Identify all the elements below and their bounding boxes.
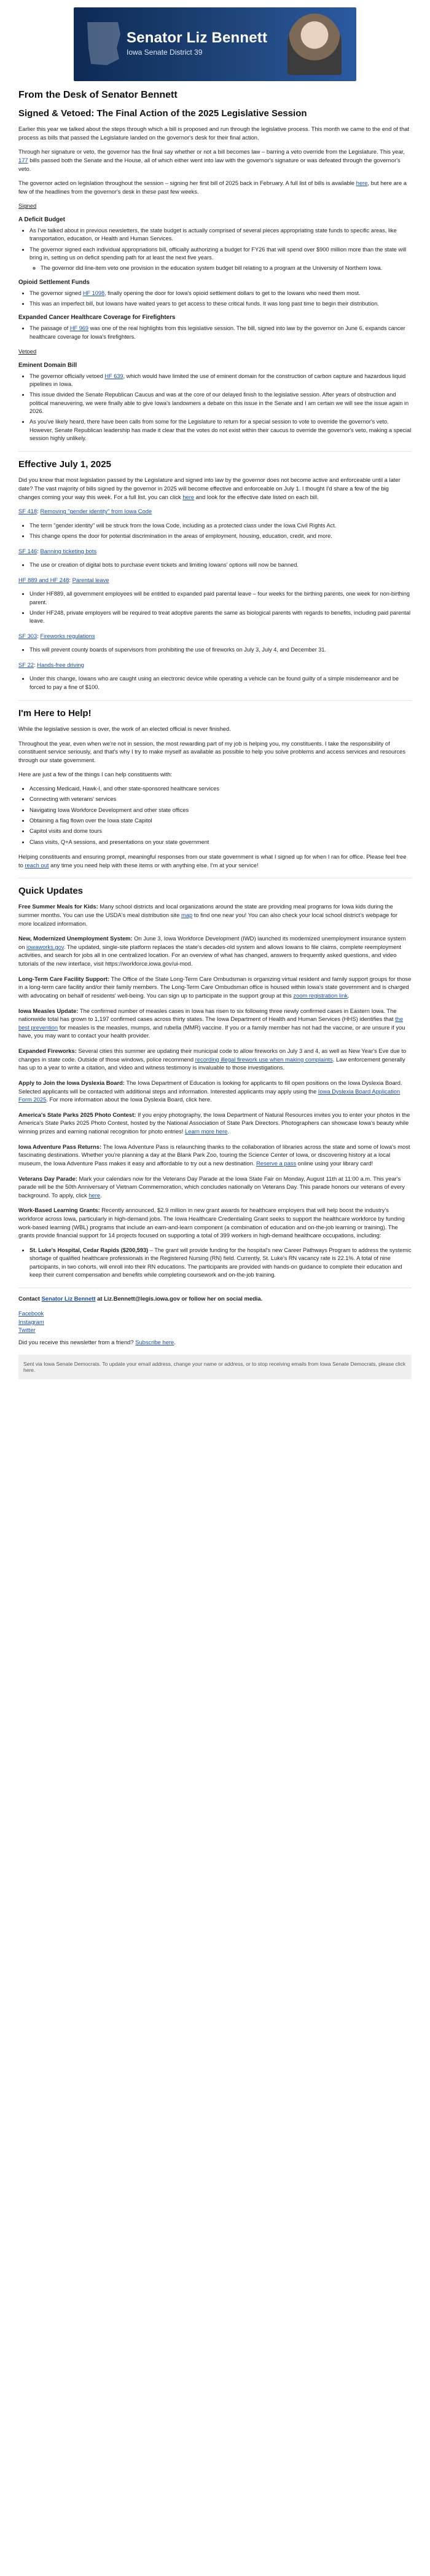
bill-title-link[interactable]: Fireworks regulations [40,632,95,639]
paragraph: The governor acted on legislation throughout the session – signing her first bill of 2025 back in February. A full list of bills is available here, but here are a few of the headlines from the governor's desk in these past few weeks. [18,179,407,195]
list-item: • The term "gender identity" will be struck from the Iowa Code, including as a protected class under the Iowa Civil Rights Act. [29,522,412,530]
quick-update-link[interactable]: map [181,911,193,918]
bill-title-link[interactable]: Hands-free driving [37,661,84,668]
section-title-signed-vetoed: Signed & Vetoed: The Final Action of the 2025 Legislative Session [18,108,307,119]
list-item: • As I've talked about in previous newsletters, the state budget is actually comprised of several pieces appropriating state funds to specific areas, like transportation, education, or Health and Human Services. [29,227,412,243]
signed-label: Signed [18,202,37,210]
section-title-help: I'm Here to Help! [18,707,92,719]
bill-title-link[interactable]: Parental leave [72,576,109,583]
list-item: • The governor signed each individual appropriations bill, officially authorizing a budget for FY26 that will spend over $900 million more than the state will bring in, setting us on deficit spending path for at least the next five years. [29,246,412,262]
list-item: • Navigating Iowa Workforce Development and other state offices [29,806,412,814]
cancer-list [18,325,412,341]
quick-update-lead: Iowa Measles Update: [18,1007,79,1014]
quick-update-item: New, Modernized Unemployment System: On June 3, Iowa Workforce Development (IWD) launched its modernized unemployment insurance system on iowaworks.gov. The updated, single-site platform replaces the state's decades-old system and allows Iowans to file claims, complete reemployment activities, and search for jobs all in one centralized location. For an overview of what has changed, answers to frequently asked questions, and video tutorials of the new interface, visit https://workforce.iowa.gov/ui-mod. [18,935,406,967]
quick-update-lead: New, Modernized Unemployment System: [18,935,133,942]
hf-969-link[interactable]: HF 969 [69,325,89,332]
social-links [18,1309,412,1334]
paragraph: Through her signature or veto, the governor has the final say whether or not a bill becomes law – barring a veto override from the Legislature. This year, 177 bills passed both the Senate and the House, all of which either went into law with the governor's signature or was defeated through the governor's veto. [18,148,405,172]
subhead-firefighter-cancer: Expanded Cancer Healthcare Coverage for Firefighters [18,314,176,321]
quick-update-item: Long-Term Care Facility Support: The Office of the State Long-Term Care Ombudsman is organizing virtual resident and family support groups for those in a long-term care facility and/or their family members. The Long-Term Care Ombudsman office is housed within Iowa's state government and is charged with advocating on behalf of residents' well-being. You can sign up to participate in the support group at this zoom registration link. [18,975,412,999]
subscribe-link[interactable]: Subscribe here [135,1338,174,1345]
bill-code-link[interactable]: HF 889 and HF 248 [18,576,69,583]
senator-name: Senator Liz Bennett [127,30,268,46]
quick-update-lead: Veterans Day Parade: [18,1175,77,1182]
quick-update-link[interactable]: here [88,1191,101,1199]
bill-code-link[interactable]: SF 146 [18,547,37,554]
effective-bill-list [18,507,412,691]
list-item: • Under HF889, all government employees will be entitled to expanded paid parental leave – four weeks for the birthing parents, one week for non-birthing parent. [29,590,412,607]
section-title-quick-updates: Quick Updates [18,886,84,897]
quick-update-lead: Iowa Adventure Pass Returns: [18,1143,102,1150]
quick-update-lead: America's State Parks 2025 Photo Contest: [18,1111,136,1118]
bill-title-link[interactable]: Banning ticketing bots [40,547,97,554]
twitter-link[interactable]: Twitter [18,1326,36,1334]
vetoed-label: Vetoed [18,348,37,355]
list-item: • St. Luke's Hospital, Cedar Rapids ($200,593) – The grant will provide funding for the hospital's new Career Pathways Program to address the systemic shortage of qualified healthcare professionals in the Registered Nursing (RN) field. Currently, St. Luke's RN vacancy rate is 22.1%. A total of nine participants, in two cohorts, will enroll into their RN educations. The participants are provided with hands-on guidance to complete their education and keep their current compensation and benefits while completing coursework and on-the-job training. [29,1247,412,1279]
quick-update-item: Veterans Day Parade: Mark your calendars now for the Veterans Day Parade at the Iowa State Fair on Monday, August 11th at 11:00 a.m. This year's parade will be the 50th Anniversary of Vietnam Commemoration, which concludes nationally on Veterans Day. This parade honors our veterans of every background. To apply, click here. [18,1175,405,1199]
quick-update-lead: Expanded Fireworks: [18,1047,77,1055]
list-item: • This was an imperfect bill, but Iowans have waited years to get access to these critical funds. It was long past time to begin their distribution. [29,300,412,308]
bill-title-link[interactable]: Removing "gender identity" from Iowa Code [40,508,152,515]
quick-updates-list [18,902,412,1240]
quick-update-lead: Work-Based Learning Grants: [18,1207,100,1214]
deficit-list [18,227,412,273]
paragraph: While the legislative session is over, the work of an elected official is never finished. [18,725,231,732]
hf-1098-link[interactable]: HF 1098 [82,290,105,296]
instagram-link[interactable]: Instagram [18,1318,44,1325]
quick-update-item: Iowa Adventure Pass Returns: The Iowa Adventure Pass is relaunching thanks to the collaboration of libraries across the state and some of Iowa's most fascinating destinations. Whether you're planning a day at the Blank Park Zoo, touring the Science Center of Iowa, or discovering history at a local museum, the Iowa Adventure Pass makes it easy and affordable to try out a new destination. Reserve a pass online using your library card! [18,1143,410,1167]
quick-update-link[interactable]: recording illegal firework use when making complaints [195,1055,333,1063]
effective-bill-bullets [18,590,412,625]
quick-update-item: Iowa Measles Update: The confirmed number of measles cases in Iowa has risen to six following three newly confirmed cases in Eastern Iowa. The nationwide total has grown to 1,197 confirmed cases across thirty states. The Iowa Department of Health and Human Services (HHS) identifies that the best prevention for measles is the measles, mumps, and rubella (MMR) vaccine. If you or a family member has not had the vaccine, or are unsure if you have, you may want to contact your health provider. [18,1007,405,1039]
reach-out-link[interactable]: reach out [25,861,49,869]
newsletter-header-banner [74,7,356,81]
effective-bill-bullets [18,646,412,654]
list-item: • Accessing Medicaid, Hawk-I, and other state-sponsored healthcare services [29,785,412,793]
subhead-opioid-settlement: Opioid Settlement Funds [18,278,90,286]
bills-count-link[interactable]: 177 [18,156,28,163]
quick-update-lead: Apply to Join the Iowa Dyslexia Board: [18,1079,125,1086]
section-divider [18,700,412,701]
quick-update-lead: Free Summer Meals for Kids: [18,903,98,910]
list-item: • The passage of HF 969 was one of the real highlights from this legislative session. The bill, signed into law by the governor on June 6, expands cancer healthcare coverage for Iowa's firefighters. [29,325,412,341]
quick-update-lead: Long-Term Care Facility Support: [18,975,110,982]
quick-update-item: Free Summer Meals for Kids: Many school districts and local organizations around the state are providing meal programs for Iowa kids during the summer months. You can use the USDA's meal distribution site map to find one near you! You can also check your local school district's webpage for more localized information. [18,903,397,927]
forward-note: Did you receive this newsletter from a friend? Subscribe here. [18,1338,176,1345]
senator-email-link[interactable]: Senator Liz Bennett [41,1295,96,1302]
list-item: ◦ The governor did line-item veto one provision in the education system budget bill relating to a program at the University of Northern Iowa. [41,264,412,272]
quick-update-item: Expanded Fireworks: Several cities this summer are updating their municipal code to allow fireworks on July 3 and 4, as well as New Year's Eve due to changes in state code. Outside of those windows, police recommend recording illegal firework use when making complaints. Law enforcement generally has up to a year to write a citation, and video and witness testimony is invaluable to those investigations. [18,1047,407,1071]
effective-bill-title: SF 303: Fireworks regulations [18,632,95,639]
list-item: • Under this change, Iowans who are caught using an electronic device while operating a vehicle can be found guilty of a simple misdemeanor and be forced to pay a fine of $100. [29,675,412,691]
effective-bill-title: HF 889 and HF 248: Parental leave [18,576,109,583]
bill-code-link[interactable]: SF 418 [18,508,37,515]
list-item: • Under HF248, private employers will be required to treat adoptive parents the same as biological parents with regards to benefits, including paid parental leave. [29,609,412,626]
bill-code-link[interactable]: SF 22 [18,661,34,668]
help-list [18,785,412,846]
opioid-list [18,290,412,309]
paragraph: Helping constituents and ensuring prompt, meaningful responses from our state government is what I signed up for when I ran for office. Please feel free to reach out any time you need help with these items or with anything else. I'm at your service! [18,853,407,869]
effective-bill-title: SF 146: Banning ticketing bots [18,547,97,554]
hf-639-link[interactable]: HF 639 [104,372,123,379]
senate-district: Iowa Senate District 39 [127,48,203,57]
wbl-sub-list [18,1247,412,1279]
full-bill-list-link[interactable]: here [356,179,368,187]
quick-update-link[interactable]: Reserve a pass [256,1159,297,1167]
list-item: • This change opens the door for potential discrimination in the areas of employment, housing, education, credit, and more. [29,532,412,540]
list-item: • The governor signed HF 1098, finally opening the door for Iowa's opioid settlement dollars to get to the Iowans who need them most. [29,290,412,297]
paragraph: Here are just a few of the things I can help constituents with: [18,771,173,778]
list-item: • This will prevent county boards of supervisors from prohibiting the use of fireworks on July 3, July 4, and December 31. [29,646,412,654]
facebook-link[interactable]: Facebook [18,1309,44,1317]
list-item: • Connecting with veterans' services [29,795,412,803]
effective-bill-title: SF 418: Removing "gender identity" from Iowa Code [18,508,152,515]
effective-bill-bullets [18,561,412,569]
contact-line: Contact Senator Liz Bennett at Liz.Bennett@legis.iowa.gov or follow her on social media. [18,1295,263,1302]
newsletter-page [0,7,430,1379]
section-title-effective: Effective July 1, 2025 [18,459,111,470]
subhead-deficit-budget: A Deficit Budget [18,216,65,223]
quick-update-item: America's State Parks 2025 Photo Contest: If you enjoy photography, the Iowa Department of Natural Resources invites you to enter your photos in the America's State Parks 2025 Photo Contest, hosted by the National Association of State Park Directors. Photographers can showcase Iowa's beauty while winning prizes and earning national recognition for photo entries! Learn more here. [18,1111,410,1135]
list-item: • The use or creation of digital bots to purchase event tickets and limiting Iowans' options will now be banned. [29,561,412,569]
effective-bill-title: SF 22: Hands-free driving [18,661,84,668]
senator-portrait [287,14,342,75]
bill-code-link[interactable]: SF 303 [18,632,37,639]
list-item: • As you've likely heard, there have been calls from some for the Legislature to return for a special session to vote to override the governor's veto. However, Senate Republican leadership has made it clear that the votes do not exist within their caucus to override the governor's veto, making a special session highly unlikely. [29,418,412,443]
effective-date-list-link[interactable]: here [182,493,195,500]
section-divider [18,451,412,452]
paragraph: Throughout the year, even when we're not in session, the most rewarding part of my job is helping you, my constituents. I take the responsibility of constituent service seriously, and that's why I try to make myself as available as possible to help you solve problems and access services and resources through our state government. [18,739,406,763]
page-title: From the Desk of Senator Bennett [18,90,178,100]
quick-update-link[interactable]: Iowa Dyslexia Board Application Form 2025 [18,1087,401,1103]
quick-update-item: Apply to Join the Iowa Dyslexia Board: The Iowa Department of Education is looking for applicants to fill open positions on the Iowa Dyslexia Board. Selected applicants will be contacted with additional steps and information. Interested applicants may apply using the Iowa Dyslexia Board Application Form 2025. For more information about the Iowa Dyslexia Board, click here. [18,1079,402,1103]
list-item: • Capitol visits and dome tours [29,827,412,835]
list-item: • This issue divided the Senate Republican Caucus and was at the core of our delayed finish to the legislative session. After years of obstruction and political maneuvering, we were finally able to give Iowa's landowners a debate on this issue in the Senate and I am certain we will see the issue again in 2026. [29,391,412,416]
list-item: • Class visits, Q+A sessions, and presentations on your state government [29,838,412,846]
quick-update-item: Work-Based Learning Grants: Recently announced, $2.9 million in new grant awards for healthcare employers that will help boost the industry's workforce across Iowa, particularly in high-demand jobs. The Iowa Healthcare Credentialing Grant seeks to support the healthcare workforce by funding work-based learning (WBL) programs that include an earn-and-learn component (a combination of education and on-the-job learning or training). The grants provide financial support for 14 projects focused on supporting a total of 399 workers in high-demand healthcare occupations, including: [18,1207,405,1239]
list-item: • The governor officially vetoed HF 639, which would have limited the use of eminent domain for the construction of carbon capture and hazardous liquid pipelines in Iowa. [29,372,412,389]
quick-update-link[interactable]: Learn more here [185,1128,228,1135]
email-footer: Sent via Iowa Senate Democrats. To update your email address, change your name or address, or to stop receiving emails from Iowa Senate Democrats, please click here. [18,1355,412,1379]
quick-update-link[interactable]: zoom registration link [293,991,348,999]
effective-bill-bullets [18,522,412,541]
subhead-eminent-domain: Eminent Domain Bill [18,361,77,369]
eminent-list [18,372,412,443]
list-item: • Obtaining a flag flown over the Iowa state Capitol [29,817,412,825]
iowa-state-outline-icon [82,16,125,71]
paragraph: Did you know that most legislation passed by the Legislature and signed into law by the governor does not become active and enforceable until a later date? The vast majority of bills signed by the governor in 2025 will become effective and enforceable on July 1. I thought I'd share a few of the big changes coming your way this week. For a full list, you can click here and look for the effective date listed on each bill. [18,476,401,500]
quick-update-link[interactable]: iowaworks.gov [26,943,64,950]
quick-update-link[interactable]: the best prevention [18,1015,404,1031]
paragraph: Earlier this year we talked about the steps through which a bill is proposed and run through the legislative process. This month we came to the end of that process as bills that passed the Legislature landed on the governor's desk for their final action. [18,125,410,141]
effective-bill-bullets [18,675,412,691]
